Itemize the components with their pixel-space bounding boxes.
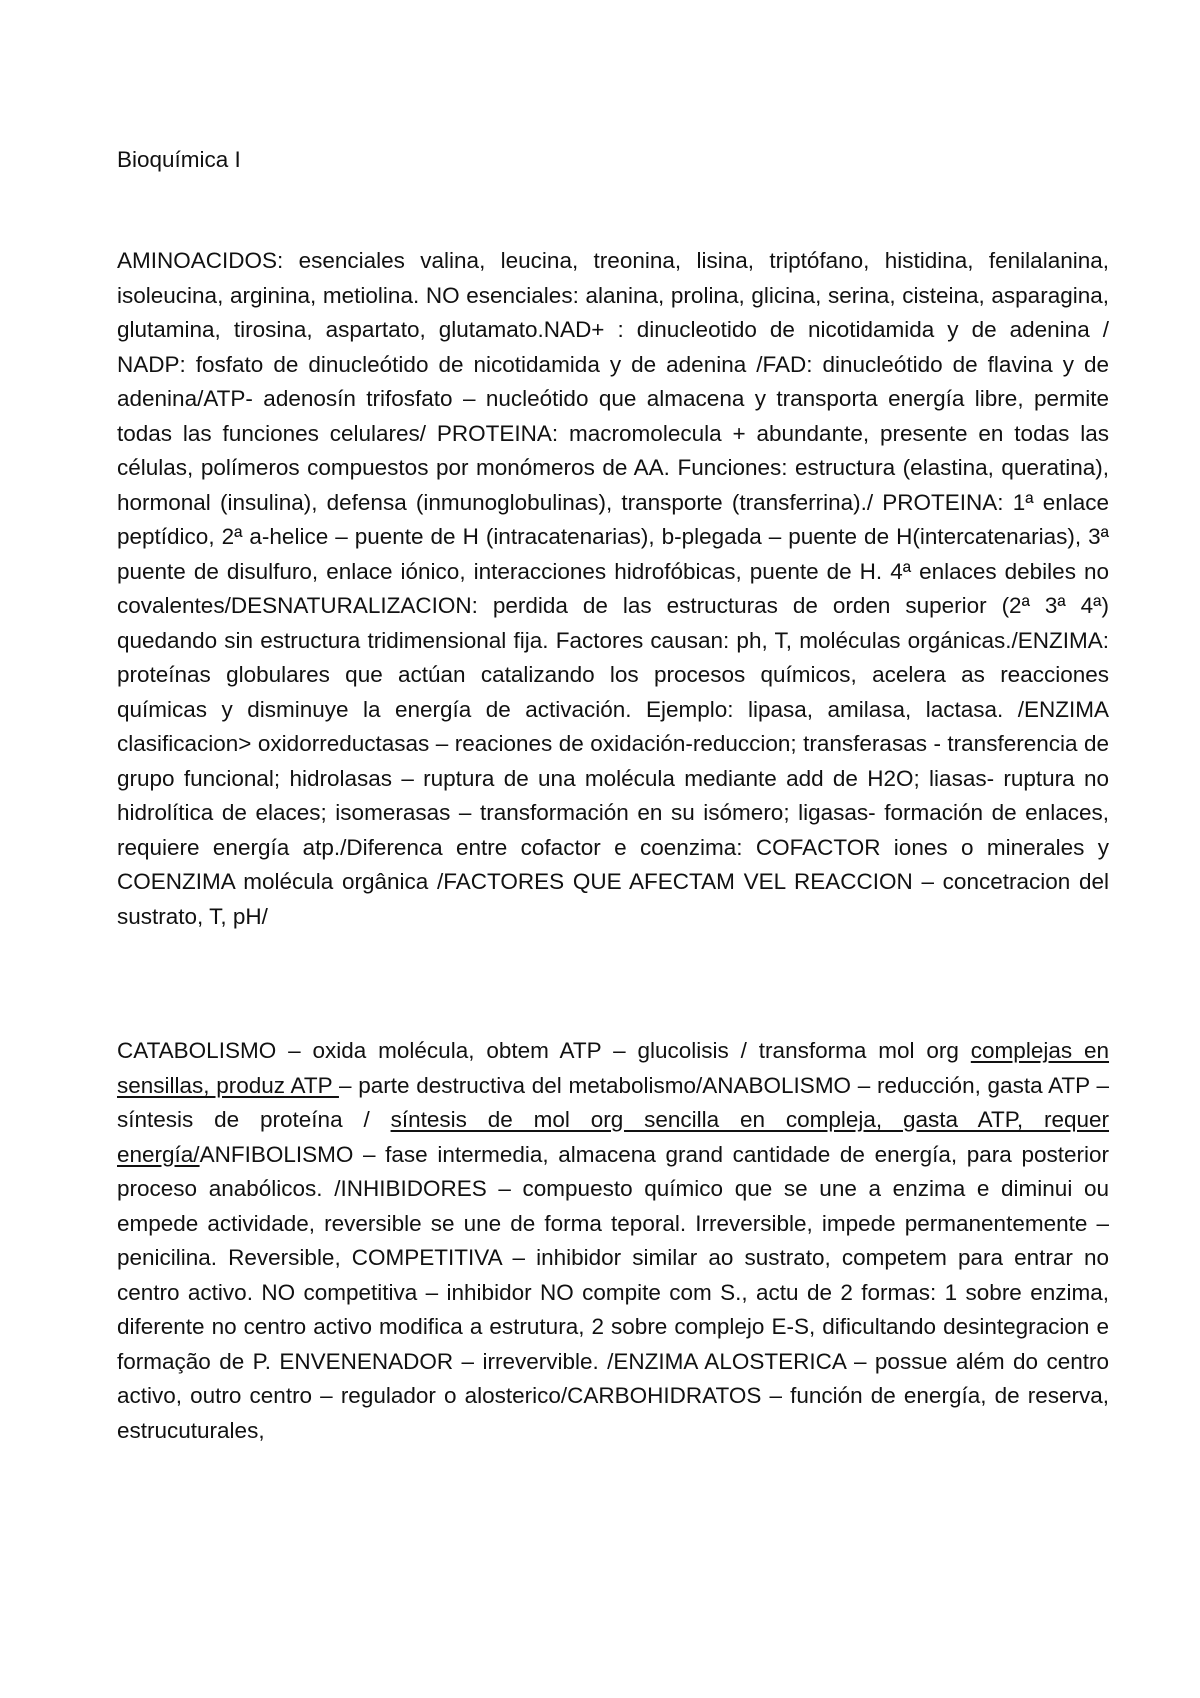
paragraph-biochemistry-basics: AMINOACIDOS: esenciales valina, leucina, treonina, lisina, triptófano, histidina, fenilalanina, isoleucina, arginina, metiolina. NO esenciales: alanina, prolina, glicina, serina, cisteina, asparagina, glutamina, tirosina, aspartato, glutamato.NAD+ : dinucleotido de nicotidamida y de adenina / NADP: fosfato de dinucleótido de nicotidamida y de adenina /FAD: dinucleótido de flavina y de adenina/ATP- adenosín trifosfato – nucleótido que almacena y transporta energía libre, permite todas las funciones celulares/ PROTEINA: macromolecula + abundante, presente en todas las células, polímeros compuestos por monómeros de AA. Funciones: estructura (elastina, queratina), hormonal (insulina), defensa (inmunoglobulinas), transporte (transferrina)./ PROTEINA: 1ª enlace peptídico, 2ª a-helice – puente de H (intracatenarias), b-plegada – puente de H(intercatenarias), 3ª puente de disulfuro, enlace iónico, interacciones hidrofóbicas, puente de H. 4ª enlaces debiles no covalentes/DESNATURALIZACION: perdida de las estructuras de orden superior (2ª 3ª 4ª) quedando sin estructura tridimensional fija. Factores causan: ph, T, moléculas orgánicas./ENZIMA: proteínas globulares que actúan catalizando los procesos químicos, acelera as reacciones químicas y disminuye la energía de activación. Ejemplo: lipasa, amilasa, lactasa. /ENZIMA clasificacion> oxidorreductasas – reaciones de oxidación-reduccion; transferasas - transferencia de grupo funcional; hidrolasas – ruptura de una molécula mediante add de H2O; liasas- ruptura no hidrolítica de elaces; isomerasas – transformación en su isómero; ligasas- formación de enlaces, requiere energía atp./Diferenca entre cofactor e coenzima: COFACTOR iones o minerales y COENZIMA molécula orgânica /FACTORES QUE AFECTAM VEL REACCION – concetracion del sustrato, T, pH/ (117, 248, 1109, 929)
paragraph-2-underlined-segment-1: complejas en sensillas, produz ATP (117, 1038, 1110, 1098)
document-body (117, 143, 1109, 1448)
paragraph-metabolism (117, 1034, 1109, 1448)
paragraph-2-segment-1: CATABOLISMO – oxida molécula, obtem ATP – glucolisis / transforma mol org (117, 1038, 971, 1063)
paragraph-2-segment-3: ANFIBOLISMO – fase intermedia, almacena grand cantidade de energía, para posterior proceso anabólicos. /INHIBIDORES – compuesto químico que se une a enzima e diminui ou empede actividade, reversible se une de forma teporal. Irreversible, impede permanentemente – penicilina. Reversible, COMPETITIVA – inhibidor similar ao sustrato, competem para entrar no centro activo. NO competitiva – inhibidor NO compite com S., actu de 2 formas: 1 sobre enzima, diferente no centro activo modifica a estrutura, 2 sobre complejo E-S, dificultando desintegracion e formação de P. ENVENENADOR – irrevervible. /ENZIMA ALOSTERICA – possue além do centro activo, outro centro – regulador o alosterico/CARBOHIDRATOS – función de energía, de reserva, estrucuturales, (117, 1141, 1109, 1443)
paragraph-2-segment-2: – parte destructiva del metabolismo/ANABOLISMO – reducción, gasta ATP – síntesis de proteína / (117, 1072, 1109, 1132)
document-title: Bioquímica I (117, 147, 241, 172)
paragraph-2-underlined-segment-2: síntesis de mol org sencilla en compleja, gasta ATP, requer energía/ (117, 1107, 1110, 1167)
